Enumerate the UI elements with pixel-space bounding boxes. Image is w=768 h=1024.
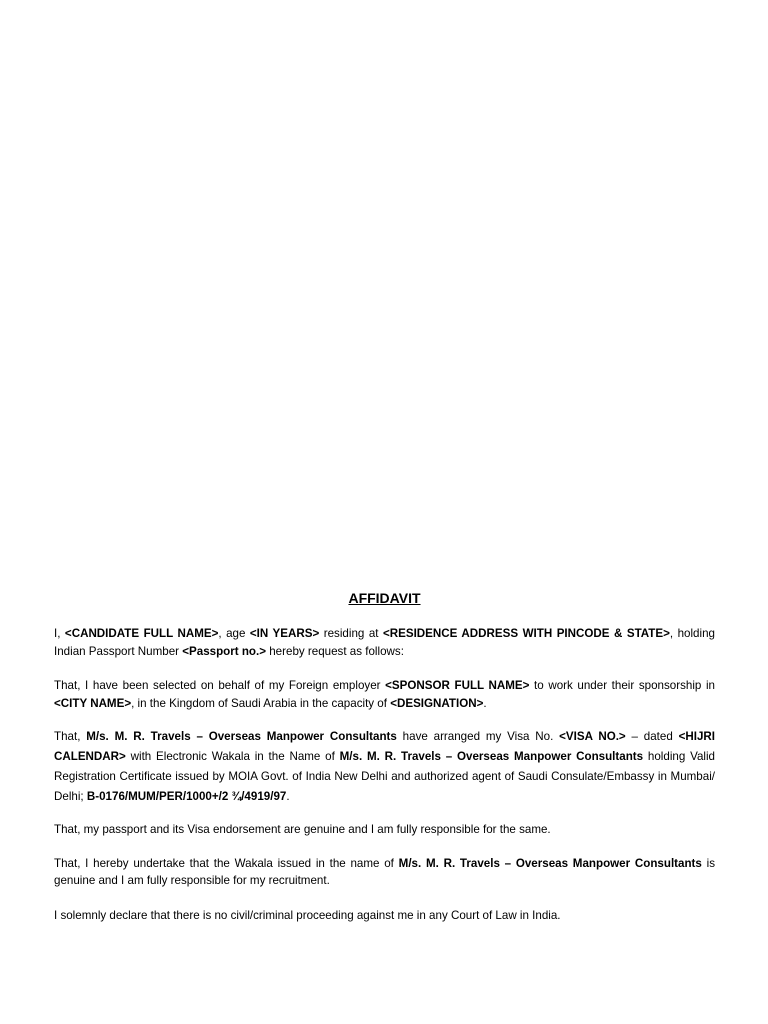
placeholder-visa-number: <VISA NO.> (559, 730, 626, 743)
affidavit-body (54, 588, 715, 924)
placeholder-address: <RESIDENCE ADDRESS WITH PINCODE & STATE> (382, 627, 670, 640)
paragraph-passport-genuine (54, 821, 715, 839)
placeholder-sponsor-name: <SPONSOR FULL NAME> (385, 679, 530, 692)
text: with Electronic Wakala in the Name of (125, 750, 340, 763)
text: I solemnly declare that there is no civil/criminal proceeding against me in any Court of Law in India. (54, 908, 561, 922)
text: – dated (625, 730, 679, 743)
text: residing at (319, 627, 383, 640)
agency-name: M/s. M. R. Travels – Overseas Manpower Consultants (339, 750, 644, 763)
text: That, I hereby undertake that the Wakala issued in the name of (54, 856, 399, 870)
agency-name: M/s. M. R. Travels – Overseas Manpower Consultants (86, 730, 397, 743)
text: to work under their sponsorship in (529, 679, 715, 692)
registration-number: B-0176/MUM/PER/1000+/2 ¾/4919/97 (86, 790, 287, 803)
paragraph-employer (54, 677, 715, 712)
text: . (286, 790, 290, 803)
text: That, my passport and its Visa endorsement are genuine and I am fully responsible for the same. (54, 823, 551, 836)
text: I, (54, 627, 65, 640)
paragraph-wakala (54, 855, 715, 890)
text: , in the Kingdom of Saudi Arabia in the capacity of (131, 696, 391, 710)
paragraph-visa (54, 727, 715, 807)
text: , age (218, 627, 250, 640)
text: That, (54, 730, 87, 743)
paragraph-declaration (54, 907, 715, 925)
placeholder-candidate-name: <CANDIDATE FULL NAME> (64, 627, 219, 640)
text: hereby request as follows: (266, 644, 404, 658)
text: have arranged my Visa No. (396, 730, 560, 743)
placeholder-designation: <DESIGNATION> (390, 696, 484, 710)
text: . (483, 696, 487, 710)
text: , holding Indian Passport Number (54, 627, 715, 658)
agency-name: M/s. M. R. Travels – Overseas Manpower Consultants (398, 856, 702, 870)
placeholder-passport-number: <Passport no.> (182, 644, 267, 658)
text: holding Valid Registration Certificate issued by MOIA Govt. of India New Delhi and authorized agent of Saudi Consulate/Embassy in Mumbai/ Delhi; (54, 750, 715, 803)
placeholder-city-name: <CITY NAME> (54, 696, 132, 710)
document-title: AFFIDAVIT (348, 590, 421, 606)
text: is genuine and I am fully responsible for my recruitment. (54, 856, 715, 887)
paragraph-candidate-details (54, 625, 715, 660)
placeholder-hijri-date: <HIJRI CALENDAR> (54, 730, 715, 763)
text: That, I have been selected on behalf of my Foreign employer (54, 679, 386, 692)
placeholder-age: <IN YEARS> (249, 627, 320, 640)
